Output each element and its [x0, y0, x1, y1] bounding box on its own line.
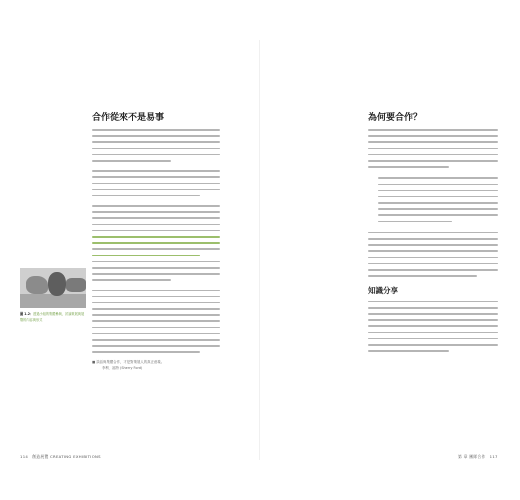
right-text-column: [368, 110, 498, 356]
right-paragraph-1: [368, 129, 498, 168]
right-paragraph-2: [368, 232, 498, 277]
left-text-column: [92, 110, 220, 371]
photo-caption: [20, 312, 86, 323]
left-page-number: 114: [20, 454, 29, 459]
left-footer: [20, 454, 101, 460]
left-paragraph-1: [92, 129, 220, 162]
right-indented-block: [368, 177, 498, 222]
left-paragraph-2: [92, 170, 220, 196]
quote-author: 李利．福特 (Sherry Ford): [102, 366, 143, 371]
workshop-photo: [20, 268, 86, 308]
right-page-number: 117: [489, 454, 498, 459]
left-paragraph-4: [92, 290, 220, 353]
left-heading: 合作從來不是易事: [92, 113, 165, 123]
left-footer-title: 創造展覽 CREATING EXHIBITIONS: [32, 454, 101, 459]
left-quote: [92, 359, 220, 371]
photo-caption-fig: 圖 1.2：: [20, 312, 34, 316]
right-subheading: 知識分享: [368, 285, 398, 295]
right-footer: [458, 454, 498, 460]
left-paragraph-3: [92, 205, 220, 281]
photo-caption-text: 透過小組的集體參與，討論策展與展覽的內容與形式: [20, 312, 85, 322]
right-paragraph-3: [368, 301, 498, 352]
right-heading: 為何要合作？: [368, 113, 423, 123]
right-page: [260, 0, 520, 500]
right-footer-title: 第 章 團隊合作: [458, 454, 486, 459]
quote-text: ■ 談話與集體合作，才是對策展人的真正意義。: [92, 359, 165, 364]
